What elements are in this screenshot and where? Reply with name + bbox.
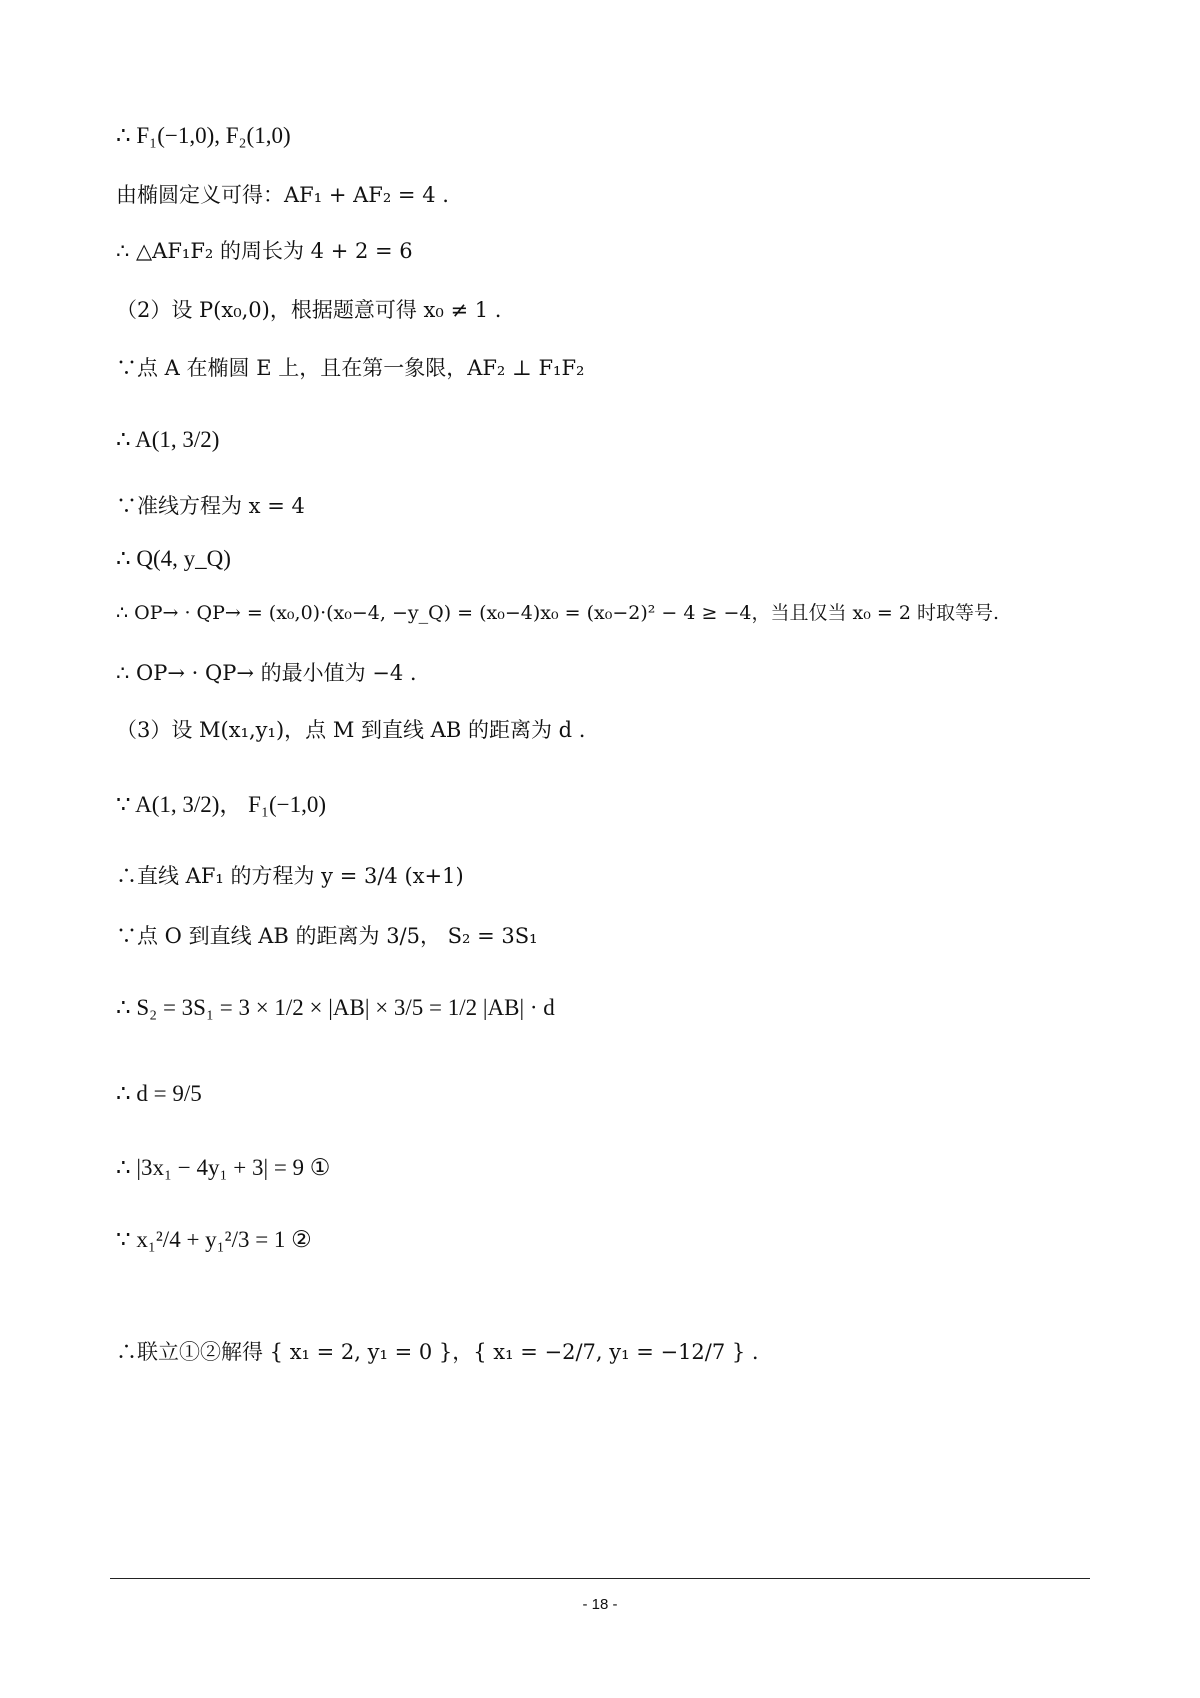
line-point-a: ∴ A(1, 3/2) <box>116 427 220 452</box>
line-points-a-f1: ∵ A(1, 3/2)， F₁(−1,0) <box>116 792 327 817</box>
line-distance-o: ∵点 O 到直线 AB 的距离为 3/5， S₂ = 3S₁ <box>116 924 538 948</box>
line-af1-equation: ∴直线 AF₁ 的方程为 y = 3/4 (x+1) <box>116 864 464 888</box>
line-min-value: ∴ OP→ · QP→ 的最小值为 −4 . <box>116 661 417 685</box>
line-point-a-condition: ∵点 A 在椭圆 E 上，且在第一象限，AF₂ ⊥ F₁F₂ <box>116 356 585 380</box>
line-solution: ∴联立①②解得 { x₁ = 2, y₁ = 0 }，{ x₁ = −2/7, y₁ = −12/7 } . <box>116 1340 759 1364</box>
line-perimeter: ∴ △AF₁F₂ 的周长为 4 + 2 = 6 <box>116 239 413 263</box>
line-d-value: ∴ d = 9/5 <box>116 1081 202 1106</box>
line-point-q: ∴ Q(4, y_Q) <box>116 546 231 571</box>
line-directrix: ∵准线方程为 x = 4 <box>116 494 305 518</box>
line-equation-2: ∵ x₁²/4 + y₁²/3 = 1 ② <box>116 1227 312 1252</box>
line-area-relation: ∴ S₂ = 3S₁ = 3 × 1/2 × |AB| × 3/5 = 1/2 |AB| · d <box>116 995 555 1020</box>
line-foci: ∴ F₁(−1,0), F₂(1,0) <box>116 123 291 148</box>
line-dot-product: ∴ OP→ · QP→ = (x₀,0)·(x₀−4, −y_Q) = (x₀−4)x₀ = (x₀−2)² − 4 ≥ −4，当且仅当 x₀ = 2 时取等号. <box>116 602 1000 624</box>
footer-divider <box>110 1578 1090 1579</box>
line-part2-setup: （2）设 P(x₀,0)，根据题意可得 x₀ ≠ 1 . <box>116 298 502 322</box>
line-ellipse-definition: 由椭圆定义可得：AF₁ + AF₂ = 4 . <box>116 183 449 207</box>
line-equation-1: ∴ |3x₁ − 4y₁ + 3| = 9 ① <box>116 1155 331 1180</box>
line-part3-setup: （3）设 M(x₁,y₁)，点 M 到直线 AB 的距离为 d . <box>116 718 586 742</box>
page-number: - 18 - <box>582 1596 618 1613</box>
